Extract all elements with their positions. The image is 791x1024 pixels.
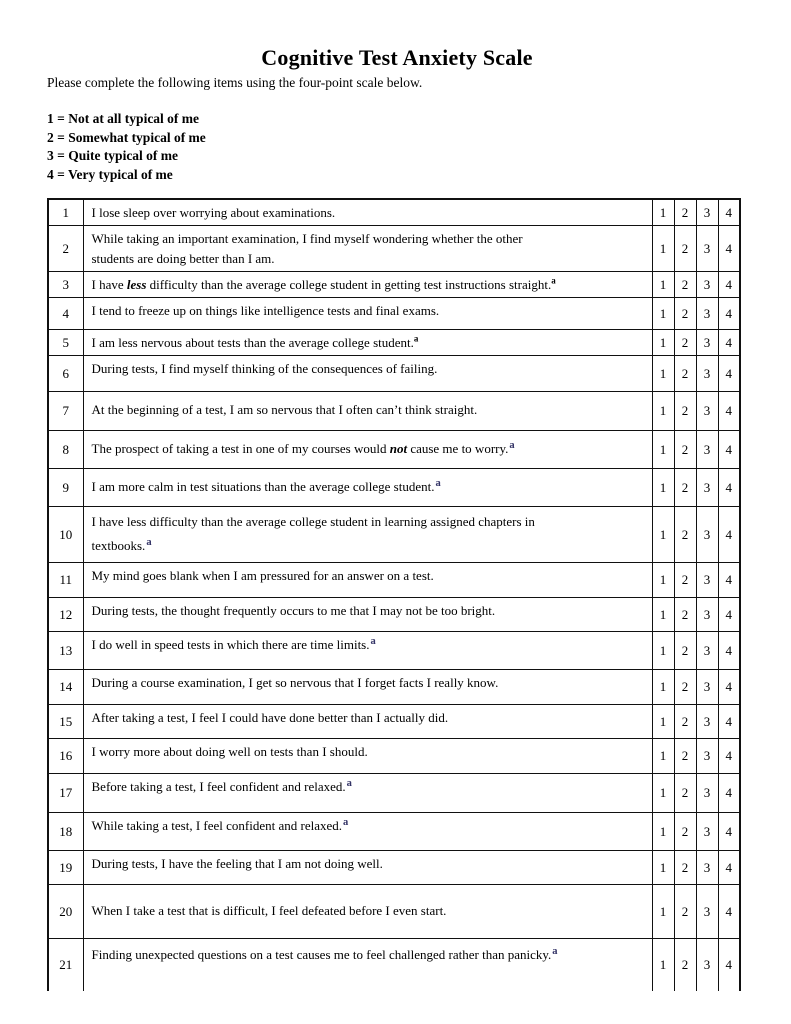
response-option[interactable]: 3 xyxy=(696,226,718,272)
response-option[interactable]: 2 xyxy=(674,598,696,632)
table-row xyxy=(48,226,740,272)
items-body xyxy=(48,199,740,991)
response-option[interactable]: 3 xyxy=(696,272,718,298)
response-option[interactable]: 4 xyxy=(718,705,740,739)
item-text-segment: During tests, the thought frequently occurs to me that I may not be too bright. xyxy=(91,603,496,618)
item-text xyxy=(83,563,652,598)
response-option[interactable]: 4 xyxy=(718,298,740,330)
item-number: 4 xyxy=(48,298,83,330)
response-option[interactable]: 1 xyxy=(652,469,674,507)
item-text xyxy=(83,507,652,563)
response-option[interactable]: 2 xyxy=(674,885,696,939)
item-text xyxy=(83,705,652,739)
response-option[interactable]: 2 xyxy=(674,356,696,392)
response-option[interactable]: 1 xyxy=(652,598,674,632)
response-option[interactable]: 2 xyxy=(674,774,696,813)
item-text xyxy=(83,199,652,226)
item-text xyxy=(83,226,652,272)
response-option[interactable]: 2 xyxy=(674,813,696,851)
item-number: 7 xyxy=(48,392,83,431)
item-text-segment: During a course examination, I get so nervous that I forget facts I really know. xyxy=(91,675,499,690)
response-option[interactable]: 1 xyxy=(652,739,674,774)
response-option[interactable]: 2 xyxy=(674,272,696,298)
table-row xyxy=(48,507,740,563)
response-option[interactable]: 1 xyxy=(652,632,674,670)
table-row xyxy=(48,939,740,991)
item-text-segment: Finding unexpected questions on a test causes me to feel challenged rather than panicky. xyxy=(91,947,552,962)
item-number: 3 xyxy=(48,272,83,298)
response-option[interactable]: 2 xyxy=(674,507,696,563)
response-option[interactable]: 2 xyxy=(674,851,696,885)
item-text xyxy=(83,813,652,851)
response-option[interactable]: 3 xyxy=(696,330,718,356)
response-option[interactable]: 3 xyxy=(696,705,718,739)
response-option[interactable]: 3 xyxy=(696,774,718,813)
response-option[interactable]: 1 xyxy=(652,392,674,431)
response-option[interactable]: 4 xyxy=(718,885,740,939)
instructions-text: Please complete the following items using the four-point scale below. xyxy=(47,75,423,90)
response-option[interactable]: 3 xyxy=(696,392,718,431)
item-text-segment: While taking an important examination, I find myself wondering whether the other xyxy=(91,231,523,246)
item-text xyxy=(83,469,652,507)
item-text-segment: Before taking a test, I feel confident and relaxed. xyxy=(91,779,346,794)
footnote-marker: a xyxy=(435,477,441,489)
item-text-segment: I lose sleep over worrying about examinations. xyxy=(91,205,336,220)
response-option[interactable]: 4 xyxy=(718,226,740,272)
response-option[interactable]: 2 xyxy=(674,632,696,670)
item-text-segment: not xyxy=(389,441,408,456)
item-text xyxy=(83,774,652,813)
response-option[interactable]: 2 xyxy=(674,298,696,330)
response-option[interactable]: 2 xyxy=(674,392,696,431)
response-option[interactable]: 4 xyxy=(718,356,740,392)
response-option[interactable]: 4 xyxy=(718,774,740,813)
response-option[interactable]: 1 xyxy=(652,272,674,298)
table-row xyxy=(48,272,740,298)
response-option[interactable]: 2 xyxy=(674,739,696,774)
item-number: 2 xyxy=(48,226,83,272)
table-row xyxy=(48,851,740,885)
table-row xyxy=(48,199,740,226)
response-option[interactable]: 1 xyxy=(652,813,674,851)
response-option[interactable]: 1 xyxy=(652,774,674,813)
response-option[interactable]: 2 xyxy=(674,330,696,356)
response-option[interactable]: 1 xyxy=(652,226,674,272)
response-option[interactable]: 4 xyxy=(718,739,740,774)
response-option[interactable]: 1 xyxy=(652,705,674,739)
response-option[interactable]: 4 xyxy=(718,431,740,469)
item-text xyxy=(83,330,652,356)
item-number: 16 xyxy=(48,739,83,774)
table-row xyxy=(48,563,740,598)
response-option[interactable]: 1 xyxy=(652,851,674,885)
footnote-marker: a xyxy=(370,635,376,647)
table-row xyxy=(48,356,740,392)
item-text-segment: I worry more about doing well on tests than I should. xyxy=(91,744,368,759)
response-option[interactable]: 2 xyxy=(674,431,696,469)
response-option[interactable]: 4 xyxy=(718,632,740,670)
item-text xyxy=(83,392,652,431)
item-number: 20 xyxy=(48,885,83,939)
item-text-segment: I do well in speed tests in which there are time limits. xyxy=(91,637,370,652)
footnote-marker: a xyxy=(343,816,349,828)
item-number: 18 xyxy=(48,813,83,851)
response-option[interactable]: 4 xyxy=(718,507,740,563)
response-option[interactable]: 2 xyxy=(674,670,696,705)
item-text-segment: difficulty than the average college student in getting test instructions straight. xyxy=(146,277,552,292)
table-row xyxy=(48,298,740,330)
response-option[interactable]: 2 xyxy=(674,226,696,272)
footnote-marker: a xyxy=(413,333,419,344)
item-number: 15 xyxy=(48,705,83,739)
response-option[interactable]: 2 xyxy=(674,199,696,226)
response-option[interactable]: 3 xyxy=(696,356,718,392)
questionnaire-table xyxy=(47,198,741,991)
item-text xyxy=(83,632,652,670)
response-option[interactable]: 1 xyxy=(652,885,674,939)
response-option[interactable]: 2 xyxy=(674,563,696,598)
item-text-segment: At the beginning of a test, I am so nervous that I often can’t think straight. xyxy=(91,402,478,417)
response-option[interactable]: 4 xyxy=(718,670,740,705)
item-number: 8 xyxy=(48,431,83,469)
response-option[interactable]: 4 xyxy=(718,939,740,991)
item-text-segment: cause me to worry. xyxy=(407,441,509,456)
table-row xyxy=(48,431,740,469)
footnote-marker: a xyxy=(146,536,152,548)
item-text-segment: During tests, I have the feeling that I am not doing well. xyxy=(91,856,383,871)
response-option[interactable]: 3 xyxy=(696,199,718,226)
item-text xyxy=(83,598,652,632)
footnote-marker: a xyxy=(509,439,515,451)
response-option[interactable]: 1 xyxy=(652,356,674,392)
item-text-segment: After taking a test, I feel I could have done better than I actually did. xyxy=(91,710,449,725)
page-title: Cognitive Test Anxiety Scale xyxy=(261,45,533,70)
response-option[interactable]: 1 xyxy=(652,298,674,330)
item-text-segment: students are doing better than I am. xyxy=(91,251,275,266)
item-text xyxy=(83,272,652,298)
item-text xyxy=(83,670,652,705)
response-option[interactable]: 4 xyxy=(718,851,740,885)
item-text-segment: I am less nervous about tests than the average college student. xyxy=(91,335,414,350)
response-option[interactable]: 2 xyxy=(674,705,696,739)
table-row xyxy=(48,885,740,939)
scale-legend-item-1: 1 = Not at all typical of me xyxy=(47,111,200,126)
item-number: 11 xyxy=(48,563,83,598)
response-option[interactable]: 1 xyxy=(652,330,674,356)
footnote-marker: a xyxy=(551,275,556,286)
response-option[interactable]: 3 xyxy=(696,851,718,885)
table-row xyxy=(48,598,740,632)
item-number: 1 xyxy=(48,199,83,226)
item-number: 12 xyxy=(48,598,83,632)
item-text xyxy=(83,739,652,774)
item-text-segment: I have less difficulty than the average college student in learning assigned chapters in xyxy=(91,514,535,529)
table-row xyxy=(48,632,740,670)
item-number: 5 xyxy=(48,330,83,356)
response-option[interactable]: 1 xyxy=(652,507,674,563)
response-option[interactable]: 3 xyxy=(696,507,718,563)
response-option[interactable]: 1 xyxy=(652,563,674,598)
footnote-marker: a xyxy=(552,945,558,957)
item-number: 13 xyxy=(48,632,83,670)
response-option[interactable]: 4 xyxy=(718,272,740,298)
table-row xyxy=(48,705,740,739)
item-text-segment: When I take a test that is difficult, I feel defeated before I even start. xyxy=(91,902,447,918)
response-option[interactable]: 3 xyxy=(696,431,718,469)
response-option[interactable]: 3 xyxy=(696,598,718,632)
response-option[interactable]: 1 xyxy=(652,431,674,469)
item-text-segment: During tests, I find myself thinking of the consequences of failing. xyxy=(91,361,438,376)
item-number: 17 xyxy=(48,774,83,813)
table-row xyxy=(48,469,740,507)
item-text-segment: My mind goes blank when I am pressured for an answer on a test. xyxy=(91,568,434,583)
item-text xyxy=(83,298,652,330)
scale-legend-item-4: 4 = Very typical of me xyxy=(47,166,173,182)
response-option[interactable]: 4 xyxy=(718,813,740,851)
item-number: 21 xyxy=(48,939,83,991)
footnote-marker: a xyxy=(346,777,352,789)
table-row xyxy=(48,813,740,851)
table-row xyxy=(48,392,740,431)
scale-legend-item-3: 3 = Quite typical of me xyxy=(47,148,179,163)
item-number: 6 xyxy=(48,356,83,392)
response-option[interactable]: 3 xyxy=(696,739,718,774)
item-text xyxy=(83,851,652,885)
response-option[interactable]: 3 xyxy=(696,469,718,507)
item-text-segment: I am more calm in test situations than the average college student. xyxy=(91,479,435,494)
item-number: 10 xyxy=(48,507,83,563)
response-option[interactable]: 3 xyxy=(696,298,718,330)
response-option[interactable]: 3 xyxy=(696,670,718,705)
response-option[interactable]: 3 xyxy=(696,563,718,598)
response-option[interactable]: 4 xyxy=(718,392,740,431)
response-option[interactable]: 1 xyxy=(652,670,674,705)
response-option[interactable]: 2 xyxy=(674,939,696,991)
item-text-segment: I have xyxy=(91,277,127,292)
response-option[interactable]: 4 xyxy=(718,469,740,507)
table-row xyxy=(48,330,740,356)
item-text xyxy=(83,356,652,392)
item-number: 19 xyxy=(48,851,83,885)
item-text xyxy=(83,885,652,939)
response-option[interactable]: 3 xyxy=(696,885,718,939)
response-option[interactable]: 4 xyxy=(718,199,740,226)
item-text-segment: less xyxy=(126,277,147,292)
item-number: 14 xyxy=(48,670,83,705)
table-row xyxy=(48,739,740,774)
item-text-segment: I tend to freeze up on things like intelligence tests and final exams. xyxy=(91,303,440,318)
item-text xyxy=(83,939,652,991)
response-option[interactable]: 4 xyxy=(718,330,740,356)
response-option[interactable]: 1 xyxy=(652,199,674,226)
response-option[interactable]: 3 xyxy=(696,939,718,991)
table-row xyxy=(48,774,740,813)
item-number: 9 xyxy=(48,469,83,507)
item-text-segment: The prospect of taking a test in one of my courses would xyxy=(91,441,390,456)
scale-legend-item-2: 2 = Somewhat typical of me xyxy=(47,129,206,145)
response-option[interactable]: 3 xyxy=(696,813,718,851)
item-text-segment: textbooks. xyxy=(91,538,146,553)
response-option[interactable]: 3 xyxy=(696,632,718,670)
response-option[interactable]: 1 xyxy=(652,939,674,991)
response-option[interactable]: 4 xyxy=(718,563,740,598)
item-text xyxy=(83,431,652,469)
table-row xyxy=(48,670,740,705)
item-text-segment: While taking a test, I feel confident and relaxed. xyxy=(91,818,343,833)
response-option[interactable]: 4 xyxy=(718,598,740,632)
response-option[interactable]: 2 xyxy=(674,469,696,507)
scale-legend xyxy=(47,110,747,184)
